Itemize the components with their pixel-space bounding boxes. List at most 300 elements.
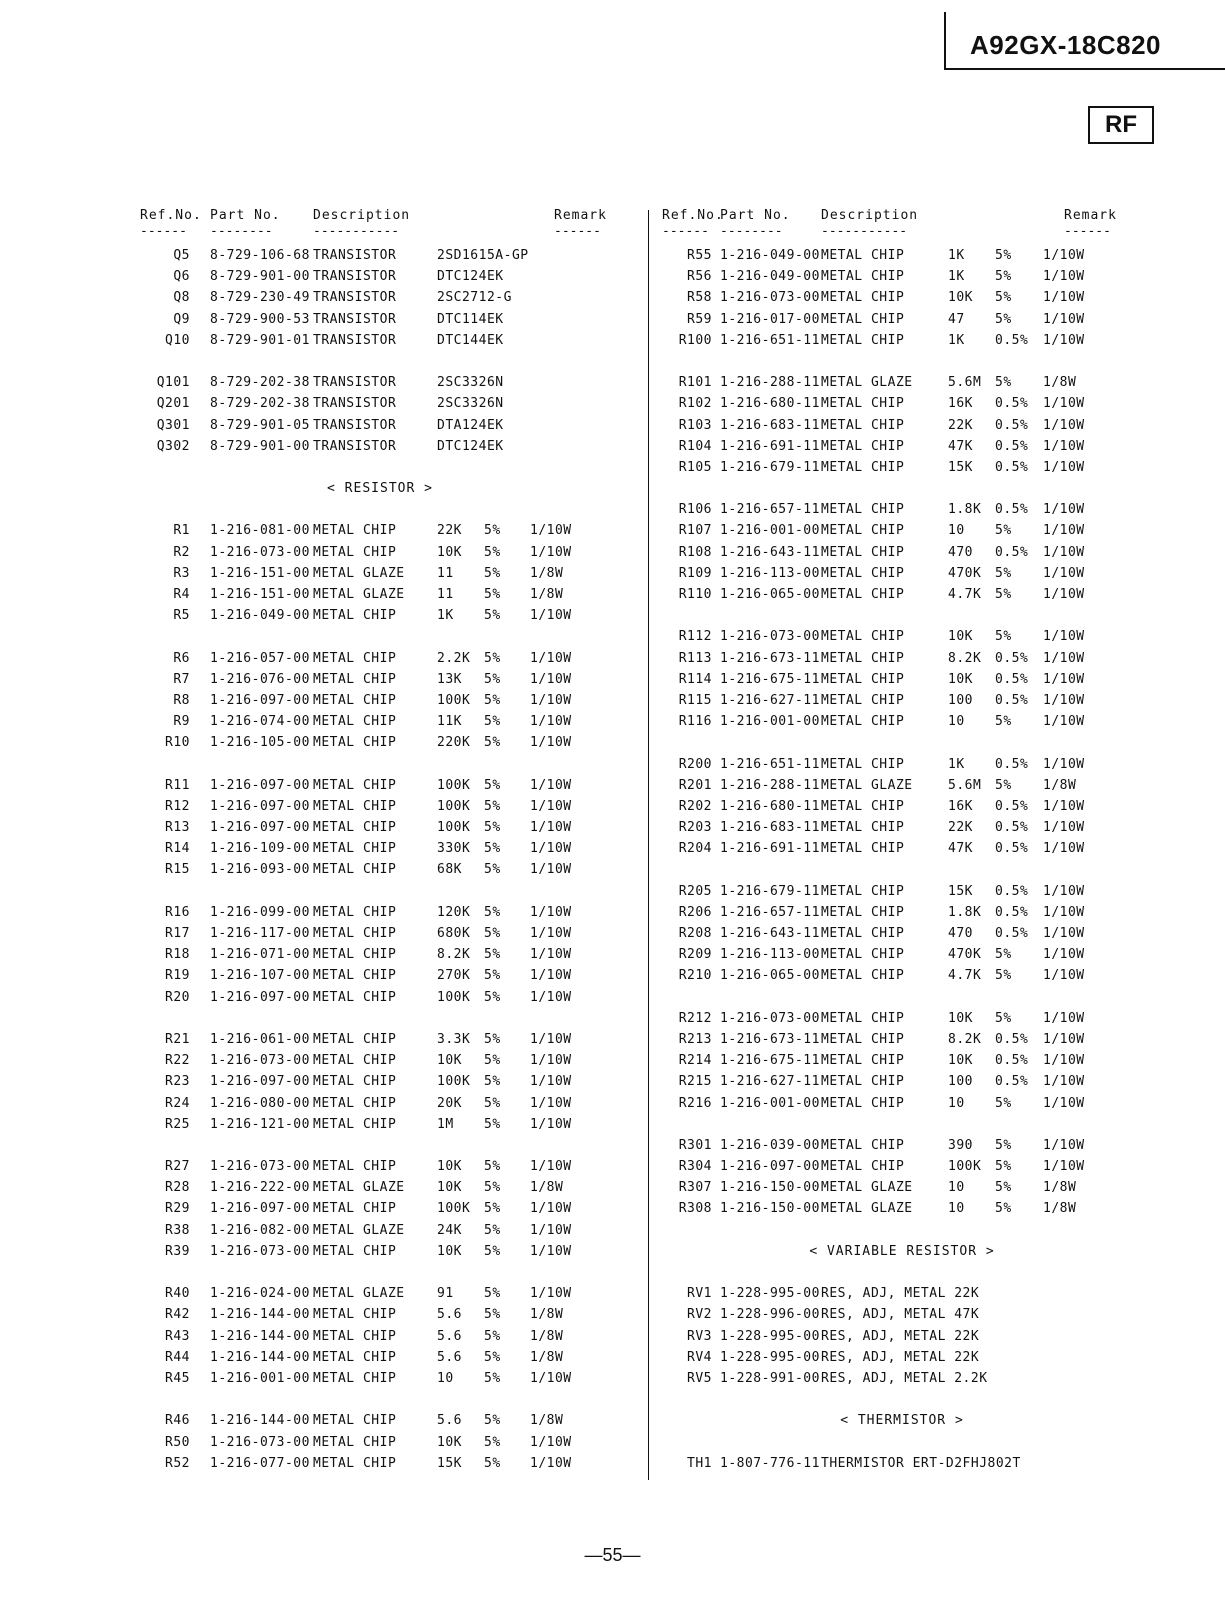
- cell-rating: 1/10W: [1043, 926, 1085, 941]
- cell-part-no: 1-216-001-00: [720, 523, 820, 539]
- cell-part-no: 1-216-288-11: [720, 777, 820, 793]
- cell-ref: R15: [165, 862, 190, 878]
- cell-tolerance: 0.5%: [995, 798, 1029, 814]
- cell-tolerance: 5%: [484, 1286, 501, 1302]
- cell-value: 2SD1615A-GP: [437, 248, 529, 263]
- cell-ref: R116: [678, 714, 712, 730]
- cell-part-no: 1-216-001-00: [720, 714, 820, 730]
- table-row: [140, 841, 620, 862]
- cell-tolerance: 5%: [995, 1095, 1012, 1111]
- cell-rating: 1/10W: [530, 1201, 572, 1217]
- rows-left: [140, 248, 620, 1477]
- cell-value: 11K: [437, 714, 462, 730]
- cell-rating: 1/8W: [530, 587, 564, 602]
- table-row: [662, 968, 1142, 989]
- cell-description: METAL CHIP: [821, 671, 905, 687]
- table-row: [662, 290, 1142, 311]
- table-row: [662, 820, 1142, 841]
- cell-value: 470K: [948, 947, 982, 963]
- cell-part-no: 1-216-151-00: [210, 565, 310, 581]
- cell-tolerance: 5%: [484, 1243, 501, 1259]
- cell-description: METAL CHIP: [313, 1116, 397, 1132]
- cell-value: DTA124EK: [437, 417, 504, 433]
- cell-description: TRANSISTOR: [313, 290, 397, 306]
- cell-part-no: 8-729-202-38: [210, 396, 310, 412]
- cell-part-no: 1-216-691-11: [720, 841, 820, 857]
- table-row: [140, 566, 620, 587]
- cell-description: METAL GLAZE: [821, 1201, 913, 1217]
- cell-description: METAL CHIP: [821, 692, 905, 708]
- cell-tolerance: 5%: [484, 1159, 501, 1175]
- cell-value: 5.6: [437, 1349, 462, 1365]
- cell-ref: R46: [165, 1413, 190, 1429]
- row-spacer: [140, 1392, 620, 1413]
- cell-part-no: 1-228-995-00: [720, 1328, 820, 1344]
- cell-tolerance: 5%: [484, 1222, 501, 1238]
- cell-value: 16K: [948, 798, 973, 814]
- cell-description: METAL CHIP: [313, 1031, 397, 1047]
- table-row: [662, 269, 1142, 290]
- cell-tolerance: 0.5%: [995, 459, 1029, 475]
- cell-value: 390: [948, 1137, 973, 1153]
- cell-tolerance: 5%: [484, 820, 501, 836]
- cell-value: 10K: [948, 290, 973, 306]
- cell-tolerance: 5%: [484, 1095, 501, 1111]
- cell-rating: 1/10W: [530, 1434, 572, 1450]
- cell-ref: Q301: [156, 417, 190, 433]
- cell-tolerance: 5%: [484, 798, 501, 814]
- cell-ref: R102: [678, 396, 712, 412]
- cell-part-no: 1-216-061-00: [210, 1031, 310, 1047]
- cell-part-no: 1-216-675-11: [720, 671, 820, 687]
- cell-value: 2SC2712-G: [437, 290, 512, 306]
- cell-description: TRANSISTOR: [313, 438, 397, 454]
- cell-tolerance: 5%: [995, 311, 1012, 327]
- cell-tolerance: 0.5%: [995, 544, 1029, 560]
- cell-ref: R42: [165, 1307, 190, 1323]
- header-description: Description: [821, 208, 919, 223]
- cell-value: 4.7K: [948, 968, 982, 984]
- table-row: [140, 1286, 620, 1307]
- cell-part-no: 1-216-643-11: [720, 926, 820, 941]
- cell-ref: R204: [678, 841, 712, 857]
- cell-description: TRANSISTOR: [313, 248, 397, 263]
- cell-part-no: 1-216-097-00: [210, 798, 310, 814]
- cell-part-no: 1-216-073-00: [210, 1434, 310, 1450]
- cell-tolerance: 5%: [995, 375, 1012, 391]
- cell-description: METAL GLAZE: [313, 1180, 405, 1196]
- cell-rating: 1/10W: [1043, 269, 1085, 285]
- table-row: [140, 862, 620, 883]
- cell-value: 100K: [437, 777, 471, 793]
- cell-description: METAL CHIP: [821, 311, 905, 327]
- cell-tolerance: 0.5%: [995, 820, 1029, 836]
- cell-rating: 1/10W: [1043, 290, 1085, 306]
- cell-tolerance: 5%: [995, 290, 1012, 306]
- cell-rating: 1/10W: [530, 671, 572, 687]
- table-row: [140, 714, 620, 735]
- table-row: [662, 1074, 1142, 1095]
- table-row: [140, 926, 620, 947]
- cell-value: 10K: [437, 1434, 462, 1450]
- table-row: [140, 820, 620, 841]
- cell-description: TRANSISTOR: [313, 375, 397, 391]
- cell-value: 10: [948, 1201, 965, 1217]
- cell-part-no: 1-216-675-11: [720, 1053, 820, 1069]
- cell-description: METAL CHIP: [313, 989, 397, 1005]
- table-row: [140, 439, 620, 460]
- cell-value: 47K: [948, 438, 973, 454]
- cell-value: 1K: [948, 332, 965, 348]
- header-underline: [140, 224, 620, 248]
- table-row: [662, 799, 1142, 820]
- cell-description: TRANSISTOR: [313, 396, 397, 412]
- cell-ref: Q201: [156, 396, 190, 412]
- table-row: [662, 947, 1142, 968]
- cell-part-no: 1-216-065-00: [720, 968, 820, 984]
- table-row: [140, 396, 620, 417]
- cell-part-no: 1-216-097-00: [210, 777, 310, 793]
- cell-part-no: 1-216-679-11: [720, 883, 820, 899]
- cell-value: 100K: [437, 1074, 471, 1090]
- cell-rating: 1/10W: [530, 1074, 572, 1090]
- cell-ref: RV3: [687, 1328, 712, 1344]
- header-ref: Ref.No.: [662, 208, 724, 223]
- cell-ref: R4: [173, 587, 190, 602]
- cell-tolerance: 5%: [484, 1180, 501, 1196]
- cell-description: METAL CHIP: [313, 671, 397, 687]
- cell-tolerance: 5%: [995, 968, 1012, 984]
- cell-rating: 1/8W: [530, 1180, 564, 1196]
- section-heading: < THERMISTOR >: [840, 1413, 964, 1429]
- cell-tolerance: 0.5%: [995, 417, 1029, 433]
- cell-tolerance: 5%: [995, 947, 1012, 963]
- cell-value: 100K: [948, 1159, 982, 1175]
- cell-value: 120K: [437, 904, 471, 920]
- cell-part-no: 1-228-995-00: [720, 1286, 820, 1302]
- cell-ref: R301: [678, 1137, 712, 1153]
- cell-ref: R28: [165, 1180, 190, 1196]
- cell-tolerance: 0.5%: [995, 756, 1029, 772]
- cell-part-no: 8-729-901-01: [210, 332, 310, 348]
- cell-description: METAL CHIP: [313, 608, 397, 624]
- cell-value: 10K: [437, 1180, 462, 1196]
- cell-rating: 1/10W: [530, 862, 572, 878]
- cell-value: 11: [437, 565, 454, 581]
- cell-rating: 1/10W: [530, 523, 572, 539]
- cell-ref: R1: [173, 523, 190, 539]
- cell-tolerance: 5%: [484, 862, 501, 878]
- cell-part-no: 1-216-073-00: [720, 629, 820, 645]
- cell-rating: 1/10W: [530, 608, 572, 624]
- row-spacer: [662, 990, 1142, 1011]
- cell-part-no: 1-216-097-00: [210, 989, 310, 1005]
- cell-rating: 1/10W: [1043, 1053, 1085, 1069]
- cell-description: METAL GLAZE: [313, 587, 405, 602]
- dash-ref: ------: [140, 224, 187, 239]
- cell-tolerance: 5%: [484, 1116, 501, 1132]
- cell-tolerance: 0.5%: [995, 438, 1029, 454]
- cell-value: 2SC3326N: [437, 396, 504, 412]
- cell-value: DTC114EK: [437, 311, 504, 327]
- cell-part-no: 1-216-113-00: [720, 947, 820, 963]
- table-row: [140, 523, 620, 544]
- cell-tolerance: 0.5%: [995, 883, 1029, 899]
- cell-tolerance: 5%: [484, 968, 501, 984]
- cell-part-no: 1-216-082-00: [210, 1222, 310, 1238]
- cell-rating: 1/10W: [530, 650, 572, 666]
- table-row: [140, 1413, 620, 1434]
- cell-description: METAL GLAZE: [313, 565, 405, 581]
- dash-part: --------: [720, 224, 783, 239]
- cell-ref: R29: [165, 1201, 190, 1217]
- cell-ref: R39: [165, 1243, 190, 1259]
- cell-description: METAL CHIP: [313, 1349, 397, 1365]
- table-row: [662, 312, 1142, 333]
- cell-ref: R206: [678, 904, 712, 920]
- cell-ref: R8: [173, 692, 190, 708]
- cell-tolerance: 5%: [484, 608, 501, 624]
- cell-ref: R205: [678, 883, 712, 899]
- cell-rating: 1/10W: [1043, 417, 1085, 433]
- cell-ref: R27: [165, 1159, 190, 1175]
- cell-part-no: 1-216-097-00: [210, 1074, 310, 1090]
- table-row: [662, 905, 1142, 926]
- cell-description: METAL GLAZE: [313, 1286, 405, 1302]
- cell-value: DTC124EK: [437, 438, 504, 454]
- cell-part-no: 1-216-057-00: [210, 650, 310, 666]
- cell-part-no: 1-807-776-11: [720, 1455, 820, 1471]
- cell-ref: R7: [173, 671, 190, 687]
- cell-tolerance: 5%: [484, 1328, 501, 1344]
- table-row: [662, 1138, 1142, 1159]
- row-spacer: [140, 629, 620, 650]
- cell-value: 8.2K: [948, 650, 982, 666]
- cell-tolerance: 5%: [484, 671, 501, 687]
- cell-value: 1K: [948, 269, 965, 285]
- cell-ref: R25: [165, 1116, 190, 1132]
- cell-value: 220K: [437, 735, 471, 751]
- row-spacer: [662, 1223, 1142, 1244]
- cell-part-no: 1-216-073-00: [720, 290, 820, 306]
- cell-description: METAL CHIP: [313, 735, 397, 751]
- cell-tolerance: 5%: [995, 714, 1012, 730]
- cell-tolerance: 5%: [995, 629, 1012, 645]
- dash-part: --------: [210, 224, 273, 239]
- cell-rating: 1/10W: [530, 1031, 572, 1047]
- cell-value: 13K: [437, 671, 462, 687]
- cell-value: 1.8K: [948, 502, 982, 518]
- cell-ref: R308: [678, 1201, 712, 1217]
- cell-ref: R5: [173, 608, 190, 624]
- cell-description: METAL CHIP: [313, 1455, 397, 1471]
- cell-part-no: 8-729-202-38: [210, 375, 310, 391]
- cell-tolerance: 5%: [995, 1180, 1012, 1196]
- section-heading: < VARIABLE RESISTOR >: [809, 1243, 995, 1259]
- cell-description: METAL CHIP: [313, 523, 397, 539]
- cell-description: RES, ADJ, METAL 47K: [821, 1307, 980, 1323]
- section-heading: < RESISTOR >: [327, 481, 433, 497]
- table-row: [140, 269, 620, 290]
- row-spacer: [140, 757, 620, 778]
- cell-ref: R203: [678, 820, 712, 836]
- table-row: [662, 1201, 1142, 1222]
- cell-description: METAL CHIP: [313, 904, 397, 920]
- cell-ref: R109: [678, 565, 712, 581]
- cell-description: METAL CHIP: [313, 1413, 397, 1429]
- table-row: [140, 1053, 620, 1074]
- cell-tolerance: 5%: [484, 989, 501, 1005]
- table-row: [140, 1329, 620, 1350]
- cell-ref: R110: [678, 587, 712, 602]
- cell-description: METAL CHIP: [313, 1370, 397, 1386]
- cell-description: METAL CHIP: [821, 1159, 905, 1175]
- cell-value: 1K: [437, 608, 454, 624]
- cell-part-no: 1-216-073-00: [210, 544, 310, 560]
- header-remark: Remark: [1064, 208, 1117, 223]
- cell-ref: RV1: [687, 1286, 712, 1302]
- cell-rating: 1/10W: [1043, 671, 1085, 687]
- cell-description: METAL CHIP: [313, 1328, 397, 1344]
- cell-rating: 1/10W: [530, 989, 572, 1005]
- cell-tolerance: 0.5%: [995, 502, 1029, 518]
- page-number: —55—: [584, 1545, 641, 1565]
- row-spacer: [140, 502, 620, 523]
- cell-tolerance: 5%: [484, 841, 501, 857]
- cell-description: METAL CHIP: [313, 1074, 397, 1090]
- table-row: [662, 841, 1142, 862]
- row-spacer: [662, 1392, 1142, 1413]
- cell-ref: R23: [165, 1074, 190, 1090]
- cell-ref: RV2: [687, 1307, 712, 1323]
- cell-ref: R214: [678, 1053, 712, 1069]
- cell-ref: R101: [678, 375, 712, 391]
- table-row: [662, 884, 1142, 905]
- cell-part-no: 1-216-683-11: [720, 417, 820, 433]
- parts-column-left: [140, 208, 620, 1477]
- cell-value: DTC124EK: [437, 269, 504, 285]
- table-row: [140, 587, 620, 608]
- cell-description: METAL CHIP: [821, 587, 905, 602]
- table-row: [662, 1286, 1142, 1307]
- cell-description: METAL CHIP: [821, 968, 905, 984]
- cell-value: 22K: [437, 523, 462, 539]
- cell-tolerance: 0.5%: [995, 396, 1029, 412]
- cell-rating: 1/10W: [1043, 756, 1085, 772]
- cell-description: METAL CHIP: [821, 290, 905, 306]
- table-row: [662, 587, 1142, 608]
- cell-value: 20K: [437, 1095, 462, 1111]
- cell-ref: R59: [687, 311, 712, 327]
- table-row: [140, 608, 620, 629]
- header-part: Part No.: [720, 208, 791, 223]
- cell-part-no: 1-216-073-00: [720, 1010, 820, 1026]
- cell-description: METAL GLAZE: [821, 375, 913, 391]
- table-row: [662, 439, 1142, 460]
- cell-ref: R209: [678, 947, 712, 963]
- cell-part-no: 1-216-039-00: [720, 1137, 820, 1153]
- cell-value: 22K: [948, 417, 973, 433]
- cell-tolerance: 5%: [484, 587, 501, 602]
- cell-rating: 1/10W: [1043, 1137, 1085, 1153]
- cell-value: 100K: [437, 798, 471, 814]
- cell-rating: 1/10W: [530, 1222, 572, 1238]
- cell-tolerance: 0.5%: [995, 926, 1029, 941]
- cell-rating: 1/8W: [530, 1328, 564, 1344]
- cell-tolerance: 5%: [484, 1031, 501, 1047]
- cell-tolerance: 0.5%: [995, 1074, 1029, 1090]
- cell-tolerance: 5%: [484, 735, 501, 751]
- row-spacer: [662, 608, 1142, 629]
- cell-ref: R200: [678, 756, 712, 772]
- cell-ref: R3: [173, 565, 190, 581]
- cell-description: RES, ADJ, METAL 2.2K: [821, 1370, 988, 1386]
- cell-value: 330K: [437, 841, 471, 857]
- cell-tolerance: 5%: [484, 904, 501, 920]
- table-row: [140, 333, 620, 354]
- header-underline: [662, 224, 1142, 248]
- header-ref: Ref.No.: [140, 208, 202, 223]
- cell-value: 470K: [948, 565, 982, 581]
- cell-rating: 1/10W: [530, 841, 572, 857]
- cell-description: METAL CHIP: [313, 777, 397, 793]
- cell-value: 470: [948, 544, 973, 560]
- cell-rating: 1/10W: [1043, 502, 1085, 518]
- table-row: [140, 1096, 620, 1117]
- cell-description: METAL GLAZE: [821, 1180, 913, 1196]
- cell-value: 10K: [437, 1243, 462, 1259]
- cell-part-no: 1-216-049-00: [720, 269, 820, 285]
- cell-part-no: 8-729-106-68: [210, 248, 310, 263]
- cell-ref: R213: [678, 1031, 712, 1047]
- cell-ref: R100: [678, 332, 712, 348]
- model-rule-vertical: [944, 12, 946, 68]
- table-row: [140, 312, 620, 333]
- cell-rating: 1/10W: [1043, 947, 1085, 963]
- cell-description: METAL CHIP: [313, 1307, 397, 1323]
- cell-part-no: 1-216-073-00: [210, 1159, 310, 1175]
- cell-description: METAL CHIP: [821, 1010, 905, 1026]
- cell-tolerance: 5%: [995, 565, 1012, 581]
- table-row: [662, 1159, 1142, 1180]
- cell-value: 470: [948, 926, 973, 941]
- cell-value: 10K: [948, 671, 973, 687]
- dash-remark: ------: [1064, 224, 1111, 239]
- cell-rating: 1/10W: [1043, 1074, 1085, 1090]
- cell-value: 15K: [948, 459, 973, 475]
- cell-value: 24K: [437, 1222, 462, 1238]
- cell-part-no: 1-216-151-00: [210, 587, 310, 602]
- cell-part-no: 1-216-097-00: [210, 692, 310, 708]
- cell-description: METAL CHIP: [821, 926, 905, 941]
- cell-rating: 1/10W: [1043, 248, 1085, 263]
- table-row: [140, 1371, 620, 1392]
- cell-ref: R50: [165, 1434, 190, 1450]
- cell-rating: 1/10W: [530, 820, 572, 836]
- table-row: [662, 778, 1142, 799]
- table-row: [140, 799, 620, 820]
- cell-part-no: 1-216-017-00: [720, 311, 820, 327]
- cell-description: METAL CHIP: [313, 714, 397, 730]
- cell-description: METAL CHIP: [821, 544, 905, 560]
- cell-rating: 1/10W: [1043, 1159, 1085, 1175]
- cell-tolerance: 5%: [995, 1137, 1012, 1153]
- cell-ref: R108: [678, 544, 712, 560]
- header-description: Description: [313, 208, 411, 223]
- cell-part-no: 1-216-144-00: [210, 1349, 310, 1365]
- cell-ref: R307: [678, 1180, 712, 1196]
- cell-ref: R43: [165, 1328, 190, 1344]
